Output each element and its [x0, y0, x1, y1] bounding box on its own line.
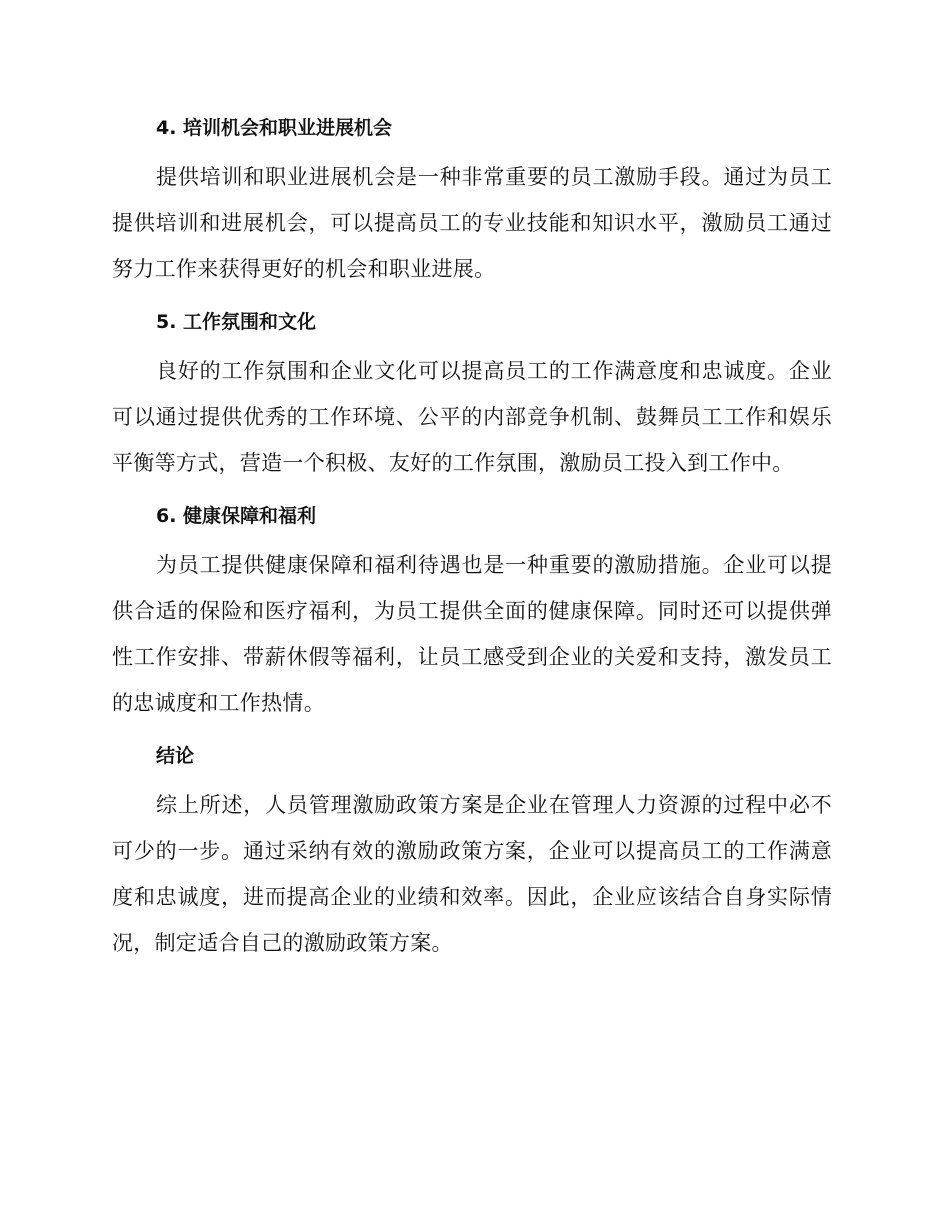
section-heading: 4. 培训机会和职业进展机会: [156, 117, 393, 139]
section-conclusion: [112, 738, 832, 966]
section-heading: 6. 健康保障和福利: [156, 505, 317, 527]
document-body: [112, 110, 832, 966]
section-health-benefits: [112, 498, 832, 726]
section-paragraph: 良好的工作氛围和企业文化可以提高员工的工作满意度和忠诚度。企业可以通过提供优秀的工作环境、公平的内部竞争机制、鼓舞员工工作和娱乐平衡等方式，营造一个积极、友好的工作氛围，激励员工投入到工作中。: [112, 359, 832, 475]
section-paragraph: 综上所述，人员管理激励政策方案是企业在管理人力资源的过程中必不可少的一步。通过采纳有效的激励政策方案，企业可以提高员工的工作满意度和忠诚度，进而提高企业的业绩和效率。因此，企业应该结合自身实际情况，制定适合自己的激励政策方案。: [112, 793, 832, 955]
section-paragraph: 为员工提供健康保障和福利待遇也是一种重要的激励措施。企业可以提供合适的保险和医疗福利，为员工提供全面的健康保障。同时还可以提供弹性工作安排、带薪休假等福利，让员工感受到企业的关爱和支持，激发员工的忠诚度和工作热情。: [112, 553, 832, 715]
section-culture: [112, 304, 832, 486]
section-heading: 结论: [156, 745, 195, 767]
section-heading: 5. 工作氛围和文化: [156, 311, 317, 333]
section-training: [112, 110, 832, 292]
section-paragraph: 提供培训和职业进展机会是一种非常重要的员工激励手段。通过为员工提供培训和进展机会，可以提高员工的专业技能和知识水平，激励员工通过努力工作来获得更好的机会和职业进展。: [112, 165, 832, 281]
